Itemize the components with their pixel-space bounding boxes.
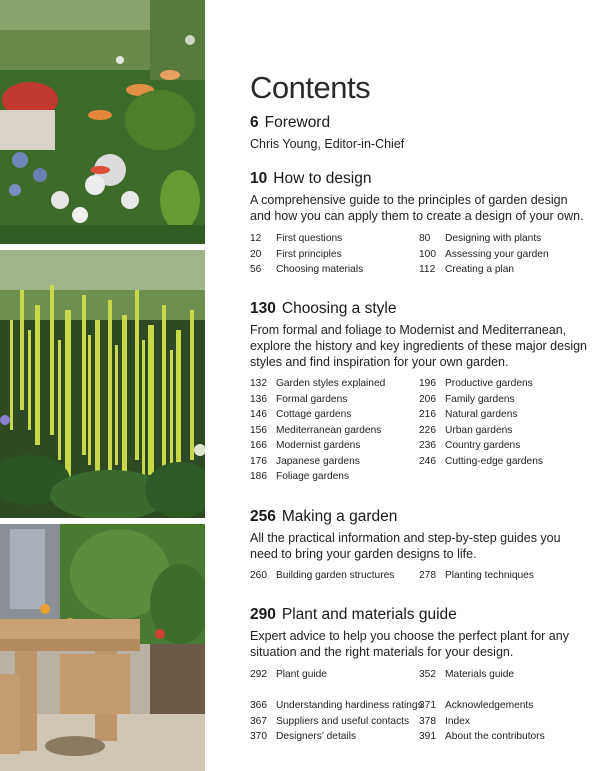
toc-entry[interactable] — [419, 262, 549, 278]
entry-label: Garden styles explained — [276, 378, 386, 389]
entry-label: Cottage gardens — [276, 409, 352, 420]
page-title: Contents — [250, 70, 371, 105]
toc-entry[interactable] — [419, 714, 545, 730]
toc-entry[interactable] — [419, 698, 545, 714]
entry-page: 56 — [250, 264, 262, 275]
toc-entry[interactable] — [250, 407, 385, 423]
entry-page: 136 — [250, 393, 267, 405]
entry-page: 378 — [419, 715, 436, 727]
entry-page: 216 — [419, 409, 436, 420]
entry-label: About the contributors — [445, 731, 545, 742]
toc-entry[interactable] — [419, 454, 543, 470]
section-heading — [250, 606, 590, 624]
section-page-number: 290 — [250, 606, 276, 623]
section-making-a-garden — [250, 508, 590, 562]
entry-label: Productive gardens — [445, 378, 533, 389]
contents-header — [250, 68, 590, 108]
entry-label: Index — [445, 715, 470, 727]
section-title: Making a garden — [281, 508, 398, 525]
entry-page: 12 — [250, 233, 262, 244]
entry-page: 146 — [250, 409, 267, 420]
section-heading — [250, 114, 590, 132]
toc-entry[interactable] — [419, 247, 549, 263]
section-title: Choosing a style — [281, 300, 397, 317]
entries-left-how-to-design — [250, 231, 363, 278]
section-page-number: 256 — [250, 508, 276, 525]
entry-label: Natural gardens — [445, 409, 518, 420]
entries-right-choosing-a-style — [419, 376, 543, 469]
entry-page: 292 — [250, 669, 267, 680]
entries-right-how-to-design — [419, 231, 549, 278]
toc-entry[interactable] — [419, 438, 543, 454]
section-plant-and-materials-guide — [250, 606, 590, 660]
toc-entry[interactable] — [250, 247, 363, 263]
entry-label: Country gardens — [445, 440, 521, 451]
photo-wooden-bench — [0, 524, 205, 771]
entry-page: 371 — [419, 700, 436, 711]
section-how-to-design — [250, 170, 590, 224]
entries-left-making-a-garden — [250, 568, 394, 584]
entry-page: 20 — [250, 248, 262, 260]
entry-label: Designers' details — [276, 731, 357, 742]
entry-label: First questions — [276, 233, 343, 244]
toc-entry[interactable] — [250, 568, 394, 584]
section-choosing-a-style — [250, 300, 590, 370]
entry-label: Formal gardens — [276, 393, 348, 405]
entry-page: 367 — [250, 715, 267, 727]
toc-entry[interactable] — [250, 423, 385, 439]
entry-label: Cutting-edge gardens — [445, 455, 543, 467]
entries-right-plant-guide — [419, 667, 514, 683]
section-page-number: 6 — [250, 114, 259, 131]
toc-entry[interactable] — [419, 392, 543, 408]
section-heading — [250, 508, 590, 526]
entry-page: 206 — [419, 393, 436, 405]
entry-label: Acknowledgements — [445, 700, 534, 711]
entry-page: 236 — [419, 440, 436, 451]
section-subtitle: Chris Young, Editor-in-Chief — [250, 137, 405, 151]
toc-entry[interactable] — [419, 568, 534, 584]
toc-entry[interactable] — [419, 231, 549, 247]
entry-page: 100 — [419, 248, 436, 260]
section-page-number: 10 — [250, 170, 268, 187]
entry-page: 166 — [250, 440, 267, 451]
entry-label: Mediterranean gardens — [276, 424, 382, 436]
toc-entry[interactable] — [250, 454, 385, 470]
entry-label: Japanese gardens — [276, 455, 360, 467]
toc-entry[interactable] — [250, 231, 363, 247]
entry-page: 226 — [419, 424, 436, 436]
toc-entry[interactable] — [250, 262, 363, 278]
entry-page: 176 — [250, 455, 267, 467]
section-subtitle: A comprehensive guide to the principles of garden design and how you can apply them to create a design of your own. — [250, 193, 584, 223]
entry-label: Family gardens — [445, 393, 515, 405]
section-title: Foreword — [264, 114, 331, 131]
entry-label: Planting techniques — [445, 570, 534, 581]
section-title: How to design — [273, 170, 372, 187]
entry-page: 80 — [419, 233, 431, 244]
section-subtitle: All the practical information and step-by-step guides you need to bring your garden designs to life. — [250, 531, 561, 561]
entry-page: 112 — [419, 264, 436, 275]
entries-left-choosing-a-style — [250, 376, 385, 485]
toc-entry[interactable] — [419, 729, 545, 745]
section-subtitle: Expert advice to help you choose the perfect plant for any situation and the right materials for your design. — [250, 629, 569, 659]
toc-entry[interactable] — [419, 423, 543, 439]
toc-entry[interactable] — [250, 729, 423, 745]
section-title: Plant and materials guide — [281, 606, 457, 623]
entry-label: Building garden structures — [276, 570, 395, 581]
toc-entry[interactable] — [250, 392, 385, 408]
section-foreword — [250, 114, 590, 152]
entry-page: 366 — [250, 700, 267, 711]
toc-entry[interactable] — [419, 376, 543, 392]
toc-entry[interactable] — [250, 376, 385, 392]
entry-page: 278 — [419, 570, 436, 581]
entry-page: 260 — [250, 570, 267, 581]
entry-page: 246 — [419, 455, 436, 467]
entry-label: Plant guide — [276, 669, 327, 680]
entry-label: Choosing materials — [276, 264, 364, 275]
entries-right-making-a-garden — [419, 568, 534, 584]
entry-label: Designing with plants — [445, 233, 542, 244]
toc-entry[interactable] — [250, 438, 385, 454]
entry-page: 186 — [250, 471, 267, 482]
entry-label: First principles — [276, 248, 342, 260]
entry-label: Creating a plan — [445, 264, 515, 275]
entry-label: Materials guide — [445, 669, 515, 680]
entry-label: Modernist gardens — [276, 440, 361, 451]
entry-label: Suppliers and useful contacts — [276, 715, 410, 727]
toc-entry[interactable] — [250, 714, 423, 730]
toc-entry[interactable] — [250, 698, 423, 714]
toc-entry[interactable] — [250, 667, 327, 683]
section-heading — [250, 170, 590, 188]
entry-page: 352 — [419, 669, 436, 680]
photo-column — [0, 0, 205, 771]
section-page-number: 130 — [250, 300, 276, 317]
entries-left-back-matter — [250, 698, 423, 745]
entry-page: 370 — [250, 731, 267, 742]
entry-page: 156 — [250, 424, 267, 436]
entry-page: 391 — [419, 731, 436, 742]
toc-entry[interactable] — [419, 407, 543, 423]
photo-grass-planting — [0, 250, 205, 518]
toc-entry[interactable] — [250, 469, 385, 485]
entry-page: 132 — [250, 378, 267, 389]
entry-label: Urban gardens — [445, 424, 513, 436]
entry-label: Assessing your garden — [445, 248, 549, 260]
toc-entry[interactable] — [419, 667, 514, 683]
photo-flower-border — [0, 0, 205, 244]
entries-left-plant-guide — [250, 667, 327, 683]
entry-label: Understanding hardiness ratings — [276, 700, 423, 711]
section-heading — [250, 300, 590, 318]
entry-page: 196 — [419, 378, 436, 389]
entries-right-back-matter — [419, 698, 545, 745]
section-subtitle: From formal and foliage to Modernist and Mediterranean, explore the history and key ingredients of these major design styles and find inspiration for your own garden. — [250, 323, 587, 369]
entry-label: Foliage gardens — [276, 471, 350, 482]
